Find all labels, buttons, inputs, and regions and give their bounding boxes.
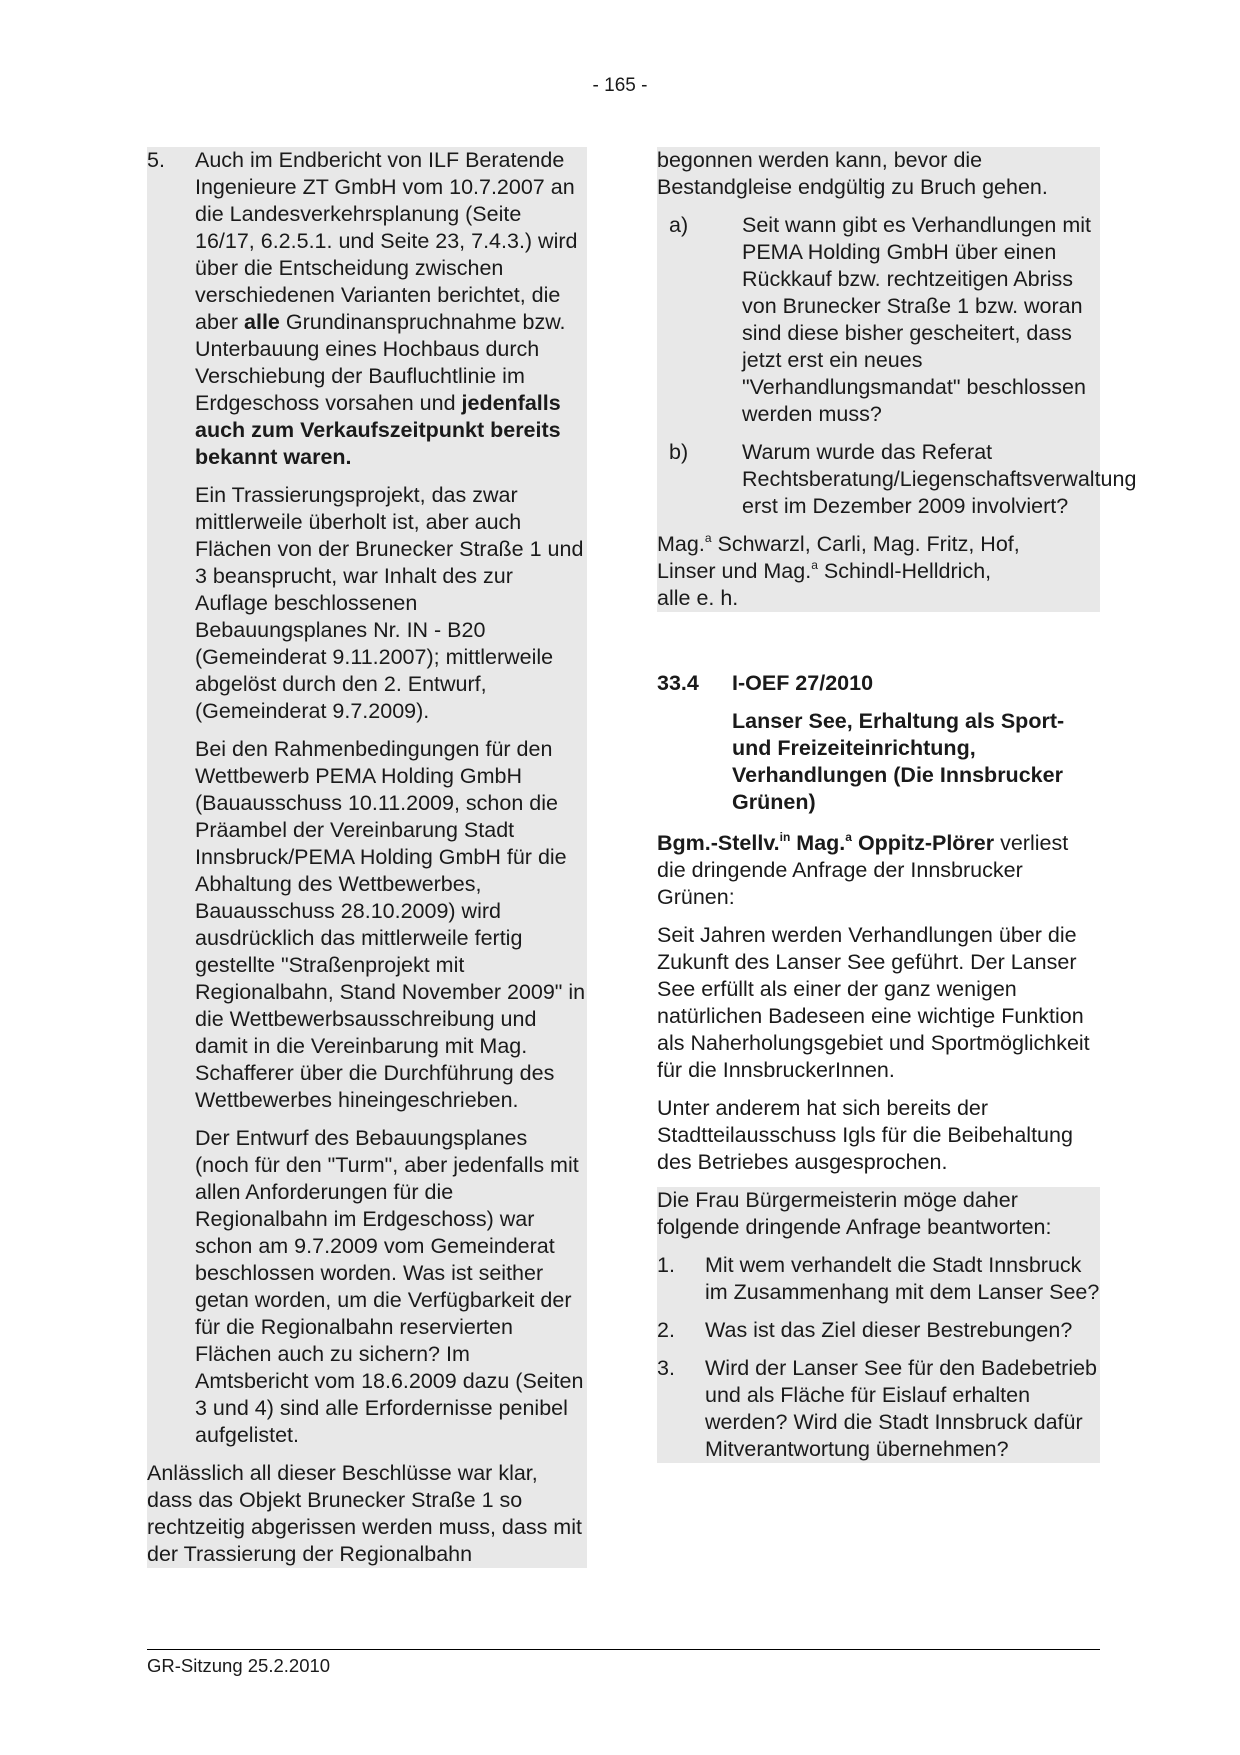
text-run: Grundinanspruchnahme bzw. Unterbauung eines Hochbaus durch Verschiebung der Baufluchtlinie im Erdgeschoss vorsahen und — [195, 310, 566, 415]
list-text: Mit wem verhandelt die Stadt Innsbruck im Zusammenhang mit dem Lanser See? — [705, 1253, 1100, 1304]
paragraph: Bei den Rahmenbedingungen für den Wettbewerb PEMA Holding GmbH (Bauausschuss 10.11.2009, schon die Präambel der Vereinbarung Stadt Innsbruck/PEMA Holding GmbH für die Abhaltung des Wettbewerbes, Bauausschuss 28.10.2009) wird ausdrücklich das mittlerweile fertig gestellte "Straßenprojekt mit Regionalbahn, Stand November 2009" in die Wettbewerbsausschreibung und damit in die Vereinbarung mit Mag. Schafferer über die Durchführung des Wettbewerbes hineingeschrieben. — [195, 737, 586, 1112]
superscript: a — [704, 531, 712, 545]
footer-text: GR-Sitzung 25.2.2010 — [147, 1655, 331, 1676]
bold-text: Oppitz-Plörer — [851, 831, 995, 855]
section-number: 33.4 — [657, 671, 699, 695]
list-item — [657, 1355, 1100, 1463]
text-run: Linser und Mag. — [657, 559, 812, 583]
question-label: b) — [669, 440, 689, 464]
list-label: 2. — [657, 1318, 675, 1342]
section-subject: Lanser See, Erhaltung als Sport- und Freizeiteinrichtung, Verhandlungen (Die Innsbrucker Grünen) — [732, 709, 1065, 814]
list-text: Was ist das Ziel dieser Bestrebungen? — [705, 1318, 1073, 1342]
text-run: Mag. — [657, 532, 705, 556]
right-column — [657, 147, 1137, 1463]
question-item — [657, 439, 1137, 520]
footer-rule — [147, 1649, 1100, 1650]
bold-text: Bgm.-Stellv. — [657, 831, 780, 855]
text-run: Schindl-Helldrich, — [817, 559, 992, 583]
text-run: verliest die dringende Anfrage der Innsbrucker Grünen: — [657, 831, 1069, 909]
page-number: - 165 - — [592, 75, 648, 96]
list-item — [657, 1252, 1100, 1306]
paragraph: Ein Trassierungsprojekt, das zwar mittlerweile überholt ist, aber auch Flächen von der Brunecker Straße 1 und 3 beansprucht, war Inhalt des zur Auflage beschlossenen Bebauungsplanes Nr. IN - B20 (Gemeinderat 9.11.2007); mittlerweile abgelöst durch den 2. Entwurf, (Gemeinderat 9.7.2009). — [195, 483, 584, 723]
left-column — [147, 147, 587, 1568]
item-body — [195, 147, 587, 1449]
body-paragraph: Seit Jahren werden Verhandlungen über die Zukunft des Lanser See geführt. Der Lanser See erfüllt als einer der ganz wenigen natürlichen Badeseen eine wichtige Funktion als Naherholungsgebiet und Sportmöglichkeit für die InnsbruckerInnen. — [657, 923, 1090, 1082]
request-intro: Die Frau Bürgermeisterin möge daher folgende dringende Anfrage beantworten: — [657, 1188, 1052, 1239]
continued-inquiry-block — [657, 147, 1137, 612]
question-label: a) — [669, 213, 689, 237]
bold-text: alle — [244, 310, 280, 334]
list-label: 1. — [657, 1253, 675, 1277]
text-run: Auch im Endbericht von ILF Beratende Ingenieure ZT GmbH vom 10.7.2007 an die Landesverkehrsplanung (Seite 16/17, 6.2.5.1. und Seite 23, 7.4.3.) wird über die Entscheidung zwischen verschiedenen Varianten berichtet, die aber — [195, 148, 578, 334]
paragraph — [195, 147, 587, 471]
question-text: Seit wann gibt es Verhandlungen mit PEMA Holding GmbH über einen Rückkauf bzw. rechtzeitigen Abriss von Brunecker Straße 1 bzw. woran sind diese bisher gescheitert, dass jetzt erst ein neues "Verhandlungsmandat" beschlossen werden muss? — [742, 213, 1092, 426]
item-5-block — [147, 147, 587, 1568]
continuation-text: begonnen werden kann, bevor die Bestandgleise endgültig zu Bruch gehen. — [657, 148, 1048, 199]
list-label: 3. — [657, 1356, 675, 1380]
superscript: in — [779, 830, 791, 844]
numbered-item — [147, 147, 587, 1449]
list-item — [657, 1317, 1100, 1344]
section-heading — [657, 670, 1100, 697]
list-text: Wird der Lanser See für den Badebetrieb und als Fläche für Eislauf erhalten werden? Wird die Stadt Innsbruck dafür Mitverantwortung übernehmen? — [705, 1356, 1098, 1461]
section-code: I-OEF 27/2010 — [732, 671, 874, 695]
bold-text: Mag. — [790, 831, 846, 855]
body-paragraph: Unter anderem hat sich bereits der Stadtteilausschuss Igls für die Beibehaltung des Betriebes ausgesprochen. — [657, 1096, 1073, 1174]
bold-text: jedenfalls auch zum Verkaufszeitpunkt bereits bekannt waren. — [195, 391, 561, 469]
signatories — [657, 531, 1100, 612]
closing-paragraph: Anlässlich all dieser Beschlüsse war klar, dass das Objekt Brunecker Straße 1 so rechtzeitig abgerissen werden muss, dass mit der Trassierung der Regionalbahn — [147, 1461, 582, 1566]
question-text: Warum wurde das Referat Rechtsberatung/Liegenschaftsverwaltung erst im Dezember 2009 involviert? — [742, 440, 1137, 518]
speaker-intro — [657, 830, 1100, 911]
text-run: alle e. h. — [657, 586, 739, 610]
text-run: Schwarzl, Carli, Mag. Fritz, Hof, — [711, 532, 1020, 556]
superscript: a — [811, 558, 818, 572]
question-item — [657, 212, 1100, 428]
item-number: 5. — [147, 148, 165, 172]
request-block — [657, 1187, 1100, 1463]
superscript: a — [845, 830, 852, 844]
paragraph: Der Entwurf des Bebauungsplanes (noch für den "Turm", aber jedenfalls mit allen Anforderungen für die Regionalbahn im Erdgeschoss) war schon am 9.7.2009 vom Gemeinderat beschlossen worden. Was ist seither getan worden, um die Verfügbarkeit der für die Regionalbahn reservierten Flächen auch zu sichern? Im Amtsbericht vom 18.6.2009 dazu (Seiten 3 und 4) sind alle Erfordernisse penibel aufgelistet. — [195, 1126, 584, 1447]
